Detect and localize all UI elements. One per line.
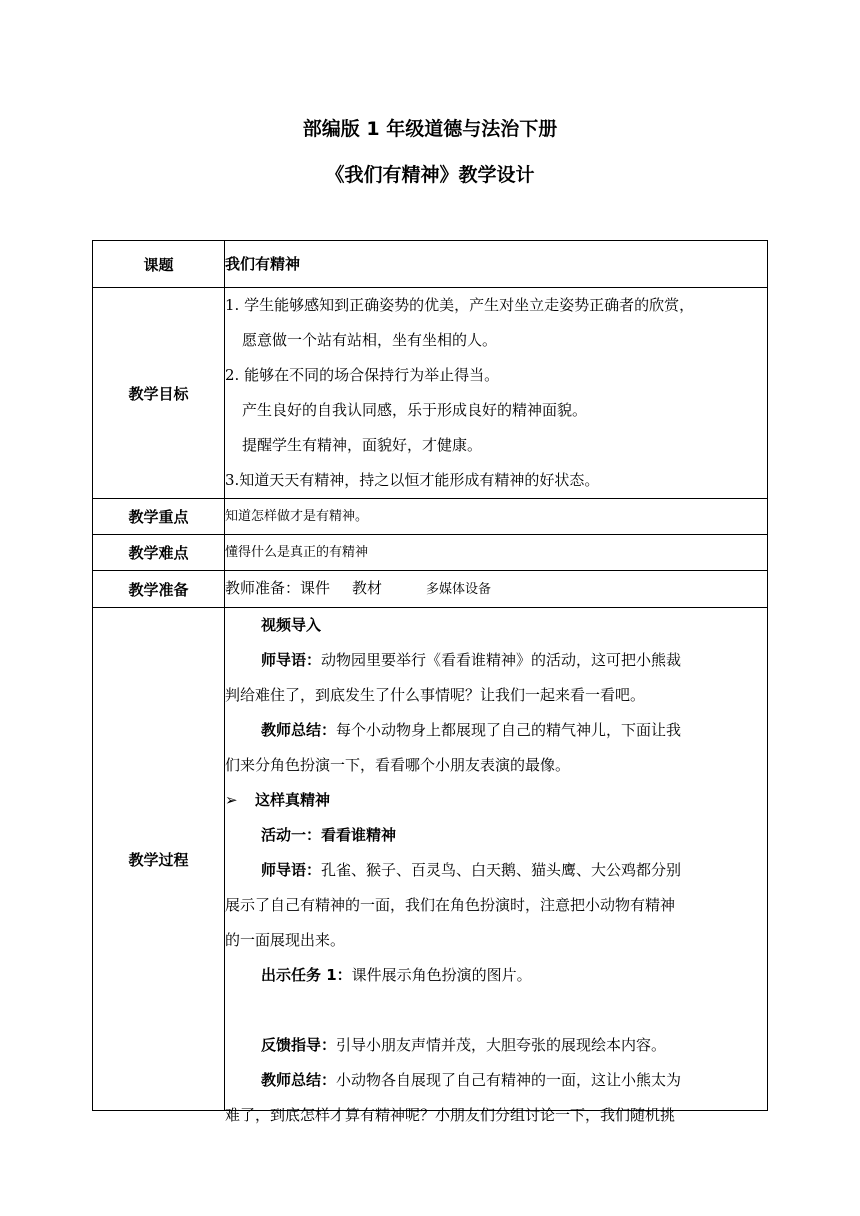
preparation-item: 多媒体设备 <box>426 582 492 597</box>
preparation-prefix: 教师准备：课件 <box>225 579 331 597</box>
document-title-line2: 《我们有精神》教学设计 <box>325 164 535 186</box>
table-row-key-points <box>93 499 768 535</box>
goal-line: 提醒学生有精神，面貌好，才健康。 <box>242 436 483 454</box>
table-row-difficulties <box>93 535 768 571</box>
process-content <box>225 608 767 1124</box>
topic-value: 我们有精神 <box>225 254 301 273</box>
paragraph-line: 们来分角色扮演一下，看看哪个小朋友表演的最像。 <box>225 756 571 774</box>
difficulties-label: 教学难点 <box>93 535 225 571</box>
goal-line: 1. 学生能够感知到正确姿势的优美，产生对坐立走姿势正确者的欣赏， <box>225 296 695 314</box>
paragraph-line: 教师总结：小动物各自展现了自己有精神的一面，这让小熊太为 <box>261 1071 682 1089</box>
preparation-item: 教材 <box>352 579 383 597</box>
table-row-topic <box>93 241 768 288</box>
paragraph-line: 判给难住了，到底发生了什么事情呢？让我们一起来看一看吧。 <box>225 686 646 704</box>
table-row-process <box>93 608 768 1111</box>
paragraph-line: 的一面展现出来。 <box>225 931 346 949</box>
section-title: 视频导入 <box>261 616 322 634</box>
preparation-label: 教学准备 <box>93 571 225 608</box>
key-points-label: 教学重点 <box>93 499 225 535</box>
preparation-value <box>225 571 767 607</box>
process-label: 教学过程 <box>93 608 225 1111</box>
paragraph-line: 出示任务 1：课件展示角色扮演的图片。 <box>261 966 532 984</box>
document-title-line1: 部编版 1 年级道德与法治下册 <box>302 118 558 140</box>
paragraph-line: 难了，到底怎样才算有精神呢？小朋友们分组讨论一下，我们随机挑 <box>225 1106 676 1124</box>
goal-line: 3.知道天天有精神，持之以恒才能形成有精神的好状态。 <box>225 471 600 489</box>
paragraph-line: 反馈指导：引导小朋友声情并茂，大胆夸张的展现绘本内容。 <box>261 1036 667 1054</box>
goal-line: 产生良好的自我认同感，乐于形成良好的精神面貌。 <box>242 401 588 419</box>
goal-line: 2. 能够在不同的场合保持行为举止得当。 <box>225 366 500 384</box>
table-row-preparation <box>93 571 768 608</box>
goal-line: 愿意做一个站有站相，坐有坐相的人。 <box>242 331 498 349</box>
topic-label: 课题 <box>93 241 225 288</box>
arrow-bullet-icon: ➢ <box>225 791 238 809</box>
goals-label: 教学目标 <box>93 288 225 499</box>
lesson-plan-table <box>92 240 768 1124</box>
paragraph-line: 教师总结：每个小动物身上都展现了自己的精气神儿，下面让我 <box>261 721 682 739</box>
difficulties-value: 懂得什么是真正的有精神 <box>225 545 369 560</box>
key-points-value: 知道怎样做才是有精神。 <box>225 509 369 524</box>
paragraph-line: 展示了自己有精神的一面，我们在角色扮演时，注意把小动物有精神 <box>225 896 676 914</box>
activity-title: 活动一：看看谁精神 <box>261 826 397 844</box>
paragraph-line: 师导语：孔雀、猴子、百灵鸟、白天鹅、猫头鹰、大公鸡都分别 <box>261 861 682 879</box>
paragraph-line: 师导语：动物园里要举行《看看谁精神》的活动，这可把小熊裁 <box>261 651 682 669</box>
section-title: ➢ 这样真精神 <box>225 783 767 818</box>
table-row-goals <box>93 288 768 499</box>
